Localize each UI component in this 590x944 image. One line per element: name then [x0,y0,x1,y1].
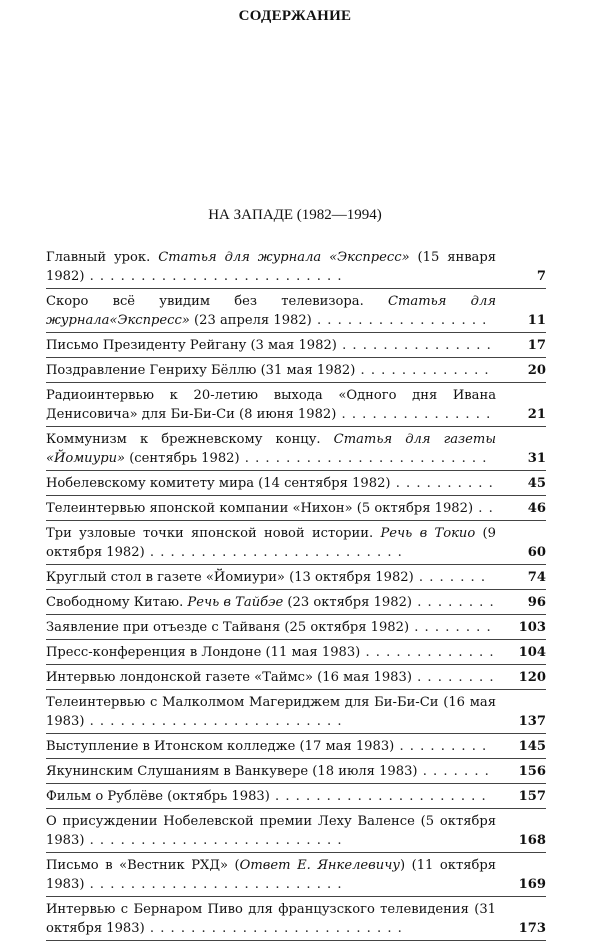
toc-dot-leader: . . . . . . . . . . . . . . . . . [311,313,488,328]
toc-entry-title [46,248,496,286]
toc-page-number: 31 [527,451,546,466]
toc-entry-lead: Пресс-конференция в Лондоне (11 мая 1983) [46,645,361,660]
toc-entry[interactable] [46,787,546,809]
toc-entry-title [46,643,496,662]
toc-entry-lead: Три узловые точки японской новой истории. [46,526,381,541]
toc-dot-leader: . . . . . . . . . . . . . . . . . . . . . . . . . [84,269,343,284]
toc-entry[interactable] [46,668,546,690]
toc-page-number: 156 [518,764,546,779]
toc-entry-tail: (сентябрь 1982) [125,451,240,466]
toc-dot-leader: . . . . . . . . . . . . . . . . . . . . . . . . [239,451,488,466]
toc-entry-lead: Главный урок. [46,250,159,265]
toc-entry-italic: Речь в Тайбэе [187,595,284,610]
toc-entry-tail: (23 апреля 1982) [189,313,312,328]
toc-entry-title [46,856,496,894]
page-title: СОДЕРЖАНИЕ [238,8,352,24]
toc-dot-leader: . . . . . . . . . . . . . . . . . . . . . . . . . [144,545,403,560]
toc-entry-title [46,812,496,850]
toc-entry-tail: (15 января 1982) [46,250,497,284]
toc-dot-leader: . . . . . . . . . [394,739,488,754]
toc-entry[interactable] [46,900,546,941]
toc-entry[interactable] [46,361,546,383]
toc-page-number: 60 [527,545,546,560]
toc-entry-lead: О присуждении Нобелевской премии Леху Валенсе (5 октября 1983) [46,814,496,848]
toc-entry-lead: Якунинским Слушаниям в Ванкувере (18 июля 1983) [46,764,418,779]
toc-entry-tail: ) (11 октября 1983) [46,858,496,892]
toc-dot-leader: . . . . . . . . [409,620,492,635]
toc-entry-lead: Телеинтервью японской компании «Нихон» (5 октября 1982) [46,501,474,516]
toc-page-number: 17 [527,338,546,353]
toc-page-number: 7 [536,269,546,284]
toc-page-number: 21 [527,407,546,422]
toc-page-number: 137 [518,714,546,729]
toc-entry-lead: Фильм о Рублёве (октябрь 1983) [46,789,270,804]
toc-dot-leader: . . . . . . . . . . . . . [360,645,495,660]
toc-entry-title [46,386,496,424]
toc-entry[interactable] [46,292,546,333]
toc-entry-lead: Скоро всё увидим без телевизора. [46,294,388,309]
toc-entry-title [46,336,496,355]
toc-page-number: 173 [518,921,546,936]
toc-entry-title [46,900,496,938]
toc-entry-lead: Заявление при отъезде с Тайваня (25 октября 1982) [46,620,410,635]
toc-dot-leader: . . . . . . . . . . . . . . . . . . . . . . . . . [84,714,343,729]
toc-entry[interactable] [46,474,546,496]
toc-entry-lead: Поздравление Генриху Бёллю (31 мая 1982) [46,363,356,378]
toc-entry[interactable] [46,618,546,640]
toc-entry[interactable] [46,386,546,427]
toc-dot-leader: . . . . . . . [413,570,487,585]
toc-dot-leader: . . . . . . . [417,764,490,779]
toc-entry[interactable] [46,643,546,665]
toc-entry-lead: Телеинтервью с Малколмом Магериджем для Би-Би-Си (16 мая 1983) [46,695,496,729]
toc-entry[interactable] [46,248,546,289]
toc-entry[interactable] [46,336,546,358]
toc-dot-leader: . . . . . . . . [411,670,495,685]
toc-entry-title [46,737,496,756]
toc-page-number: 20 [527,363,546,378]
toc-entry[interactable] [46,762,546,784]
toc-page-number: 96 [527,595,546,610]
toc-entry-lead: Нобелевскому комитету мира (14 сентября 1982) [46,476,391,491]
toc-dot-leader: . . . . . . . . . . . . . [355,363,490,378]
toc-entry-lead: Письмо в «Вестник РХД» ( [46,858,240,873]
toc-page-number: 11 [527,313,546,328]
toc-entry-title [46,499,496,518]
toc-entry-title [46,361,496,380]
toc-entry-tail: (23 октября 1982) [283,595,413,610]
toc-entry[interactable] [46,430,546,471]
toc-entry-title [46,593,496,612]
toc-entry-lead: Интервью лондонской газете «Таймс» (16 мая 1983) [46,670,412,685]
toc-page-number: 74 [527,570,546,585]
toc-dot-leader: . . . . . . . . . . . . . . . . . . . . . . . . . [144,921,403,936]
toc-entry[interactable] [46,524,546,565]
toc-dot-leader: . . . . . . . . [412,595,495,610]
toc-entry-lead: Письмо Президенту Рейгану (3 мая 1982) [46,338,337,353]
toc-entry-title [46,474,496,493]
toc-dot-leader: . . . . . . . . . . . . . . . . . . . . . . . . . [84,833,343,848]
toc-entry-lead: Коммунизм к брежневскому концу. [46,432,334,447]
toc-dot-leader: . . . . . . . . . . [390,476,494,491]
toc-entry-italic: Статья для журнала«Экспресс» [46,294,496,328]
toc-entry[interactable] [46,856,546,897]
toc-entry[interactable] [46,593,546,615]
toc-entry-lead: Круглый стол в газете «Йомиури» (13 октября 1982) [46,570,414,585]
toc-page-number: 145 [518,739,546,754]
toc-entry-italic: Ответ Е. Янкелевичу [239,858,400,873]
toc-entry-title [46,787,496,806]
toc-entry[interactable] [46,812,546,853]
toc-entry[interactable] [46,737,546,759]
toc-entry-title [46,292,496,330]
toc-entry-title [46,618,496,637]
toc-page-number: 169 [518,877,546,892]
toc-entry-tail: (9 октября 1982) [46,526,496,560]
toc-entry-title [46,430,496,468]
toc-entry-title [46,524,496,562]
section-heading: НА ЗАПАДЕ (1982—1994) [208,207,382,223]
toc-entry-italic: Статья для журнала «Экспресс» [158,250,410,265]
toc-entry-title [46,568,496,587]
toc-entry-lead: Радиоинтервью к 20-летию выхода «Одного дня Ивана Денисовича» для Би-Би-Си (8 июня 1982) [46,388,496,422]
table-of-contents [46,248,546,944]
toc-dot-leader: . . . . . . . . . . . . . . . . . . . . . . . . . [84,877,343,892]
toc-entry-italic: Речь в Токио [380,526,476,541]
toc-dot-leader: . . . . . . . . . . . . . . . . . . . . . [269,789,487,804]
toc-entry-title [46,693,496,731]
toc-entry-lead: Интервью с Бернаром Пиво для французского телевидения (31 октября 1983) [46,902,496,936]
toc-entry[interactable] [46,499,546,521]
toc-entry-italic: Статья для газеты «Йомиури» [46,432,496,466]
toc-page-number: 46 [527,501,546,516]
toc-page-number: 104 [518,645,546,660]
toc-entry-title [46,668,496,687]
toc-entry-lead: Свободному Китаю. [46,595,188,610]
toc-page-number: 120 [518,670,546,685]
toc-dot-leader: . . . . . . . . . . . . . . . [336,338,492,353]
toc-entry[interactable] [46,568,546,590]
toc-entry-lead: Выступление в Итонском колледже (17 мая 1983) [46,739,395,754]
toc-entry-title [46,762,496,781]
toc-page-number: 168 [518,833,546,848]
toc-dot-leader: . . . . . . . . . . . . . . . [336,407,492,422]
toc-dot-leader: . . [473,501,494,516]
toc-page-number: 103 [518,620,546,635]
toc-page-number: 157 [518,789,546,804]
toc-page-number: 45 [527,476,546,491]
toc-entry[interactable] [46,693,546,734]
